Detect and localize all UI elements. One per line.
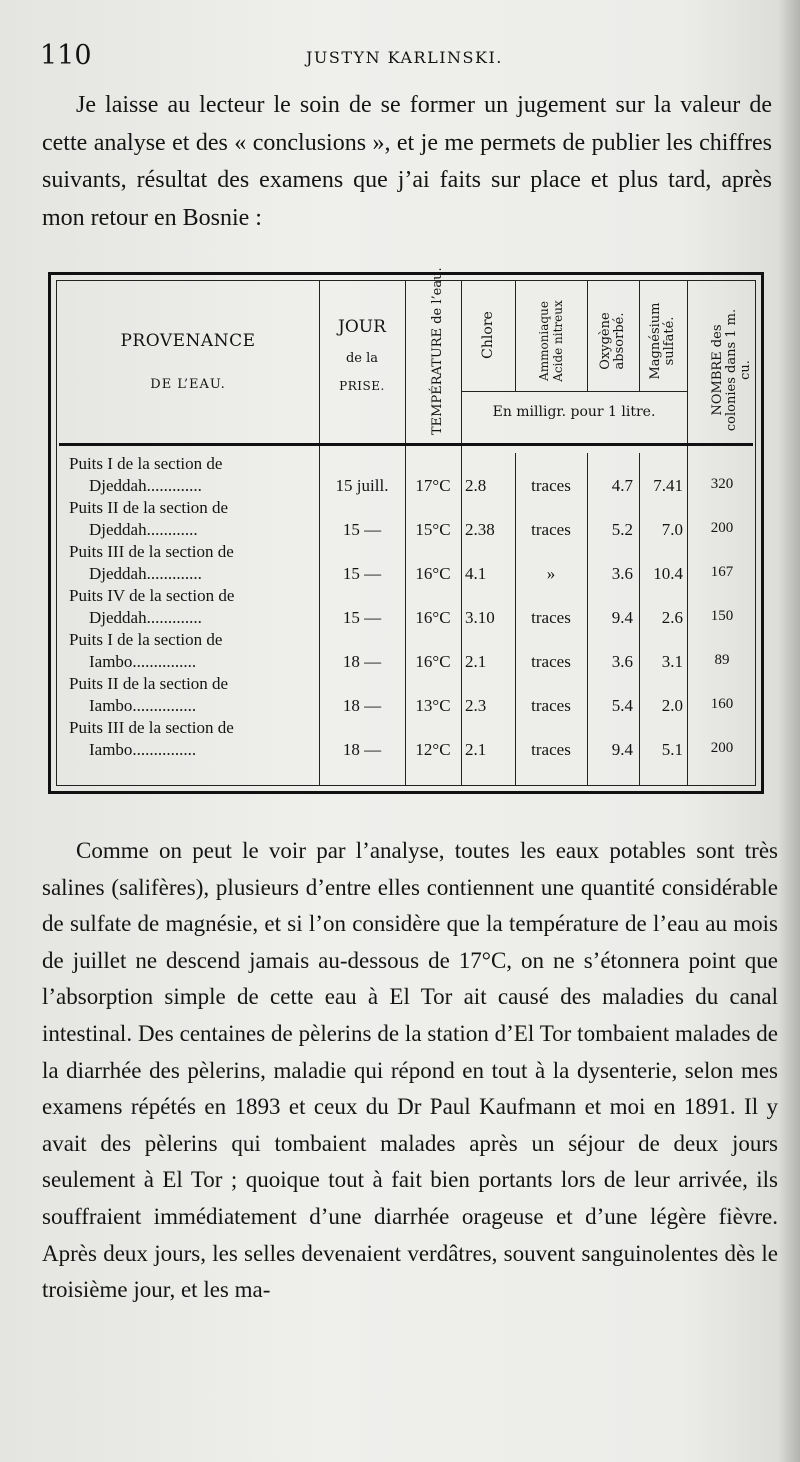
cell-chlore: 2.1 <box>465 740 487 759</box>
cell-magnesium: 7.41 <box>653 476 683 495</box>
cell-temp: 17°C <box>415 476 451 495</box>
row-provenance-line1: Puits I de la section de <box>69 630 223 649</box>
row-provenance-line1: Puits II de la section de <box>69 674 229 693</box>
cell-magnesium: 10.4 <box>653 564 683 583</box>
row-provenance-line2: Iambo............... <box>89 696 197 715</box>
row-provenance <box>69 629 319 673</box>
row-provenance <box>69 497 319 541</box>
header-ammoniaque: Ammoniaque Acide nitreux <box>537 300 565 382</box>
header-provenance: PROVENANCE <box>120 331 256 351</box>
row-provenance-line1: Puits IV de la section de <box>69 586 235 605</box>
header-nombre: NOMBRE des colonies dans 1 m. cu. <box>710 308 753 432</box>
cell-oxygene: 5.4 <box>611 696 633 715</box>
row-provenance <box>69 585 319 629</box>
cell-jour: 18 — <box>342 740 382 759</box>
table-row <box>57 497 755 541</box>
cell-chlore: 2.1 <box>465 652 487 671</box>
cell-oxygene: 4.7 <box>611 476 633 495</box>
cell-jour: 15 juill. <box>335 476 389 495</box>
cell-temp: 16°C <box>415 564 451 583</box>
row-provenance-line2: Djeddah............. <box>89 564 202 583</box>
cell-nombre: 150 <box>710 608 734 624</box>
row-provenance <box>69 673 319 717</box>
cell-magnesium: 2.0 <box>661 696 683 715</box>
cell-temp: 13°C <box>415 696 451 715</box>
header-temperature: TEMPÉRATURE de l’eau. <box>430 267 445 435</box>
cell-oxygene: 3.6 <box>611 564 633 583</box>
header-provenance-sub: DE L’EAU. <box>150 377 226 392</box>
cell-ammoniaque: » <box>546 564 556 583</box>
header-magnesium: Magnésium sulfaté. <box>648 302 677 380</box>
table-row <box>57 541 755 585</box>
row-provenance-line1: Puits III de la section de <box>69 542 234 561</box>
cell-oxygene: 5.2 <box>611 520 633 539</box>
header-jour-sub1: de la <box>345 351 379 366</box>
row-provenance-line1: Puits II de la section de <box>69 498 229 517</box>
header-unit: En milligr. pour 1 litre. <box>492 404 656 420</box>
cell-temp: 15°C <box>415 520 451 539</box>
header-jour-sub2: PRISE. <box>339 379 385 393</box>
header-jour: JOUR <box>338 317 386 337</box>
running-head: JUSTYN KARLINSKI. <box>306 48 503 67</box>
cell-nombre: 160 <box>710 696 734 712</box>
water-analysis-table <box>48 267 764 794</box>
table-row <box>57 629 755 673</box>
cell-chlore: 3.10 <box>465 608 495 627</box>
row-provenance <box>69 717 319 761</box>
cell-oxygene: 9.4 <box>611 740 633 759</box>
table-inner-frame <box>56 267 756 786</box>
row-provenance-line2: Djeddah............. <box>89 476 202 495</box>
cell-temp: 16°C <box>415 652 451 671</box>
cell-chlore: 2.38 <box>465 520 495 539</box>
cell-magnesium: 2.6 <box>661 608 683 627</box>
cell-ammoniaque: traces <box>531 740 571 759</box>
column-divider <box>515 281 516 391</box>
page-header <box>0 40 800 76</box>
table-row <box>57 585 755 629</box>
header-separator <box>59 443 753 446</box>
cell-nombre: 89 <box>714 652 730 668</box>
cell-jour: 18 — <box>342 696 382 715</box>
cell-magnesium: 7.0 <box>661 520 683 539</box>
cell-jour: 18 — <box>342 652 382 671</box>
body-paragraph: Comme on peut le voir par l’analyse, toutes les eaux potables sont très salines (salifères), plusieurs d’entre elles contiennent une quantité considérable de sulfate de magnésie, et si l’on considère que la température de l’eau au mois de juillet ne descend jamais au-dessous de 17°C, on ne s’étonnera point que l’absorption simple de cette eau à El Tor ait causé des maladies du canal intestinal. Des centaines de pèlerins de la station d’El Tor tombaient malades de la diarrhée des pèlerins, maladie qui répond en tout à la dysenterie, selon mes examens répétés en 1893 et ceux du Dr Paul Kaufmann et moi en 1891. Il y avait des pèlerins qui tombaient malades après un séjour de deux jours seulement à El Tor ; quoique tout à fait bien portants lors de leur arrivée, ils souffraient immédiatement d’une diarrhée orageuse et d’une légère fièvre. Après deux jours, les selles devenaient verdâtres, souvent sanguinolentes dès le troisième jour, et les ma- <box>42 838 778 1303</box>
row-provenance-line1: Puits I de la section de <box>69 454 223 473</box>
header-oxygene: Oxygène absorbé. <box>598 312 627 370</box>
table-row <box>57 673 755 717</box>
page-edge-shadow <box>778 0 800 1462</box>
table-row <box>57 717 755 761</box>
row-provenance <box>69 453 319 497</box>
cell-jour: 15 — <box>342 564 382 583</box>
column-divider <box>639 281 640 391</box>
cell-ammoniaque: traces <box>531 696 571 715</box>
cell-nombre: 167 <box>710 564 734 580</box>
header-chlore: Chlore <box>480 311 496 359</box>
cell-nombre: 200 <box>710 520 734 536</box>
cell-ammoniaque: traces <box>531 520 571 539</box>
row-provenance-line1: Puits III de la section de <box>69 718 234 737</box>
row-provenance-line2: Djeddah............ <box>89 520 198 539</box>
cell-temp: 16°C <box>415 608 451 627</box>
cell-oxygene: 3.6 <box>611 652 633 671</box>
cell-magnesium: 3.1 <box>661 652 683 671</box>
row-provenance-line2: Djeddah............. <box>89 608 202 627</box>
cell-nombre: 320 <box>710 476 734 492</box>
row-provenance-line2: Iambo............... <box>89 740 197 759</box>
cell-magnesium: 5.1 <box>661 740 683 759</box>
cell-ammoniaque: traces <box>531 476 571 495</box>
cell-jour: 15 — <box>342 520 382 539</box>
cell-temp: 12°C <box>415 740 451 759</box>
column-divider <box>587 281 588 391</box>
cell-ammoniaque: traces <box>531 608 571 627</box>
cell-chlore: 4.1 <box>465 564 487 583</box>
cell-jour: 15 — <box>342 608 382 627</box>
page-number: 110 <box>40 40 92 71</box>
row-provenance-line2: Iambo............... <box>89 652 197 671</box>
table-row <box>57 453 755 497</box>
cell-ammoniaque: traces <box>531 652 571 671</box>
intro-paragraph: Je laisse au lecteur le soin de se former un jugement sur la valeur de cette analyse et des « conclusions », et je me permets de publier les chiffres suivants, résultat des examens que j’ai faits sur place et plus tard, après mon retour en Bosnie : <box>42 92 772 231</box>
unit-brace-line <box>461 391 687 392</box>
cell-oxygene: 9.4 <box>611 608 633 627</box>
cell-chlore: 2.3 <box>465 696 487 715</box>
cell-chlore: 2.8 <box>465 476 487 495</box>
cell-nombre: 200 <box>710 740 734 756</box>
row-provenance <box>69 541 319 585</box>
